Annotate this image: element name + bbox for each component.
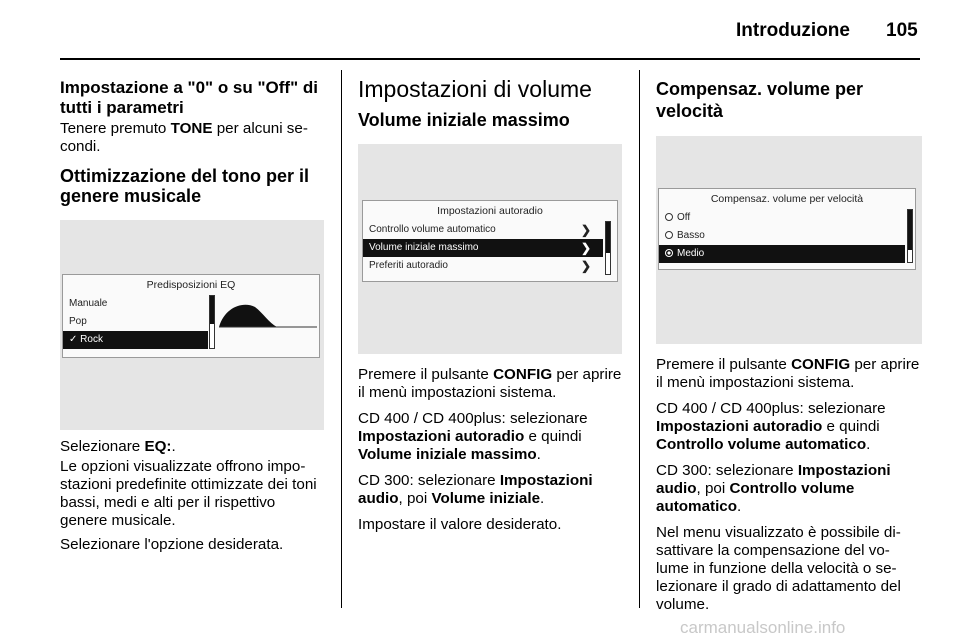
section-title: Introduzione [736, 20, 850, 41]
paragraph-set-value: Impostare il valore desiderato. [358, 516, 562, 533]
paragraph-eq-options: Le opzioni visualizzate offrono impo-stazioni predefinite ottimizzate dei toni bassi, medi e alti per il rispettivo genere musicale. [60, 458, 317, 529]
heading-volume-settings: Impostazioni di volume [358, 76, 592, 102]
paragraph-tone: Tenere premuto TONE per alcuni se-condi. [60, 120, 308, 155]
chevron-right-icon: ❯ [580, 241, 591, 255]
heading-reset-params: Impostazione a "0" o su "Off" di tutti i parametri [60, 78, 318, 117]
eq-curve-graphic [219, 297, 317, 351]
paragraph-cd300: CD 300: selezionare Impostazioni audio, poi Volume iniziale. [358, 472, 593, 507]
option-medio: Medio [659, 245, 905, 263]
column-divider-2 [639, 70, 640, 608]
radio-settings-scrollbar [605, 221, 611, 275]
speed-volume-image [656, 136, 922, 344]
tone-key: TONE [170, 120, 213, 137]
option-radio-favourites: Preferiti autoradio ❯ [369, 259, 591, 273]
page-number: 105 [886, 20, 918, 41]
column-2 [358, 76, 622, 534]
watermark: carmanualsonline.info [680, 618, 846, 637]
radio-settings-image [358, 144, 622, 354]
option-auto-volume: Controllo volume automatico ❯ [369, 223, 591, 237]
eq-scrollbar [209, 295, 215, 349]
eq-screen-image [60, 220, 324, 430]
heading-eq-genre: Ottimizzazione del tono per il genere musicale [60, 166, 310, 206]
eq-screen [62, 274, 320, 358]
option-off: Off [659, 209, 905, 227]
chevron-right-icon: ❯ [580, 223, 591, 237]
radio-off-icon [665, 231, 673, 239]
eq-option-rock: ✓ Rock [63, 331, 208, 349]
chevron-right-icon: ❯ [580, 259, 591, 273]
speed-volume-title: Compensaz. volume per velocità [710, 193, 864, 205]
radio-settings-screen [362, 200, 618, 282]
paragraph-select-option: Selezionare l'opzione desiderata. [60, 536, 284, 553]
eq-option-manuale: Manuale [69, 298, 108, 309]
eq-label: EQ: [144, 438, 172, 455]
eq-screen-title: Predisposizioni EQ [146, 279, 236, 291]
config-key: CONFIG [493, 366, 553, 383]
option-basso: Basso [659, 227, 905, 245]
column-3 [656, 78, 922, 614]
column-divider-1 [341, 70, 342, 608]
paragraph-press-config-2: Premere il pulsante CONFIG per aprire il menù impostazioni sistema. [656, 356, 920, 391]
paragraph-cd300-2: CD 300: selezionare Impostazioni audio, poi Controllo volume automatico. [656, 462, 891, 515]
speed-volume-scrollbar [907, 209, 913, 263]
heading-max-startup-volume: Volume iniziale massimo [358, 110, 570, 130]
column-1 [60, 78, 324, 554]
check-icon: ✓ [69, 334, 78, 345]
option-max-startup-volume: Volume iniziale massimo ❯ [363, 239, 603, 257]
config-key: CONFIG [791, 356, 851, 373]
radio-off-icon [665, 213, 673, 221]
paragraph-press-config: Premere il pulsante CONFIG per aprire il menù impostazioni sistema. [358, 366, 622, 401]
speed-volume-screen [658, 188, 916, 270]
paragraph-select-eq: Selezionare EQ:. [60, 438, 176, 455]
paragraph-speed-description: Nel menu visualizzato è possibile di-sattivare la compensazione del vo-lume in funzione della velocità o se-lezionare il grado di adattamento del volume. [656, 524, 901, 613]
radio-on-icon [665, 249, 673, 257]
radio-settings-title: Impostazioni autoradio [437, 205, 543, 217]
paragraph-cd400-2: CD 400 / CD 400plus: selezionare Impostazioni autoradio e quindi Controllo volume automatico. [656, 400, 886, 453]
paragraph-cd400: CD 400 / CD 400plus: selezionare Impostazioni autoradio e quindi Volume iniziale massimo. [358, 410, 588, 463]
header-divider [60, 58, 920, 60]
eq-option-pop: Pop [69, 316, 87, 327]
heading-speed-volume: Compensaz. volume per velocità [656, 79, 864, 121]
